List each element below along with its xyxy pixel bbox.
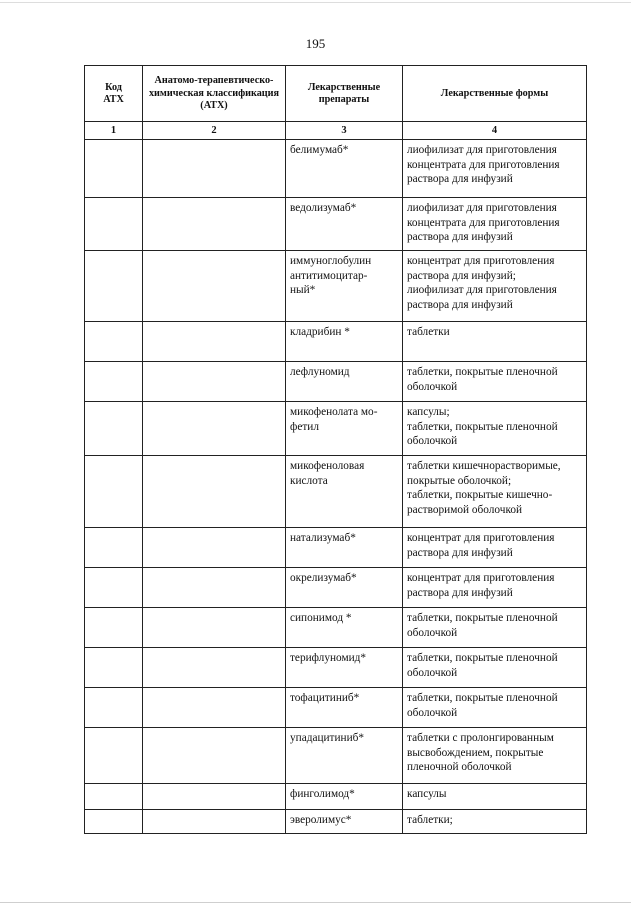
cell-forms: таблетки; [403,810,587,834]
table-row [85,198,587,251]
scan-bottom-edge [0,902,631,903]
cell-classification [143,784,286,810]
cell-forms: капсулы [403,784,587,810]
cell-code [85,784,143,810]
cell-code [85,648,143,688]
cell-code [85,251,143,322]
header-classification: Анатомо-терапевтическо- химическая классификация (АТХ) [143,66,286,122]
cell-drug: окрелизумаб* [286,568,403,608]
column-number: 3 [286,122,403,140]
table-row [85,322,587,362]
cell-code [85,528,143,568]
header-row [85,66,587,122]
cell-drug: сипонимод * [286,608,403,648]
cell-forms: концентрат для приготовления раствора для инфузий [403,568,587,608]
cell-forms: таблетки, покрытые пленочной оболочкой [403,688,587,728]
cell-drug: микофеноловая кислота [286,456,403,528]
cell-classification [143,608,286,648]
cell-code [85,402,143,456]
cell-drug: иммуноглобулин антитимоцитар- ный* [286,251,403,322]
cell-classification [143,648,286,688]
column-number: 2 [143,122,286,140]
table-row [85,688,587,728]
table-row [85,608,587,648]
cell-drug: натализумаб* [286,528,403,568]
cell-drug: белимумаб* [286,140,403,198]
cell-code [85,728,143,784]
cell-forms: таблетки, покрытые пленочной оболочкой [403,362,587,402]
drug-table [84,65,587,834]
table-row [85,568,587,608]
column-number-row [85,122,587,140]
cell-code [85,322,143,362]
table-row [85,784,587,810]
cell-forms: таблетки кишечнорастворимые, покрытые оболочкой; таблетки, покрытые кишечно- растворимой оболочкой [403,456,587,528]
table-row [85,362,587,402]
cell-forms: капсулы; таблетки, покрытые пленочной оболочкой [403,402,587,456]
cell-code [85,568,143,608]
page-number: 195 [305,36,326,51]
cell-classification [143,402,286,456]
table-row [85,728,587,784]
cell-drug: упадацитиниб* [286,728,403,784]
cell-classification [143,251,286,322]
cell-code [85,688,143,728]
cell-classification [143,568,286,608]
cell-forms: лиофилизат для приготовления концентрата для приготовления раствора для инфузий [403,198,587,251]
table-row [85,810,587,834]
column-number: 4 [403,122,587,140]
cell-forms: таблетки, покрытые пленочной оболочкой [403,608,587,648]
cell-code [85,362,143,402]
cell-code [85,140,143,198]
table-row [85,648,587,688]
table-row [85,402,587,456]
table-row [85,528,587,568]
cell-code [85,456,143,528]
cell-forms: таблетки [403,322,587,362]
cell-drug: финголимод* [286,784,403,810]
cell-classification [143,688,286,728]
cell-forms: лиофилизат для приготовления концентрата для приготовления раствора для инфузий [403,140,587,198]
cell-classification [143,362,286,402]
cell-drug: эверолимус* [286,810,403,834]
table-row [85,456,587,528]
cell-drug: кладрибин * [286,322,403,362]
cell-classification [143,140,286,198]
cell-forms: концентрат для приготовления раствора для инфузий; лиофилизат для приготовления раствора для инфузий [403,251,587,322]
header-code: Код АТХ [85,66,143,122]
cell-code [85,810,143,834]
cell-drug: ведолизумаб* [286,198,403,251]
cell-classification [143,528,286,568]
cell-drug: терифлуномид* [286,648,403,688]
column-number: 1 [85,122,143,140]
scan-top-edge [0,2,631,3]
cell-classification [143,728,286,784]
header-forms: Лекарственные формы [403,66,587,122]
cell-code [85,198,143,251]
table-row [85,251,587,322]
cell-classification [143,322,286,362]
cell-drug: лефлуномид [286,362,403,402]
cell-forms: таблетки с пролонгированным высвобождением, покрытые пленочной оболочкой [403,728,587,784]
cell-forms: таблетки, покрытые пленочной оболочкой [403,648,587,688]
header-drugs: Лекарственные препараты [286,66,403,122]
cell-classification [143,198,286,251]
cell-forms: концентрат для приготовления раствора для инфузий [403,528,587,568]
cell-drug: микофенолата мо- фетил [286,402,403,456]
cell-code [85,608,143,648]
cell-classification [143,456,286,528]
cell-drug: тофацитиниб* [286,688,403,728]
table-row [85,140,587,198]
cell-classification [143,810,286,834]
